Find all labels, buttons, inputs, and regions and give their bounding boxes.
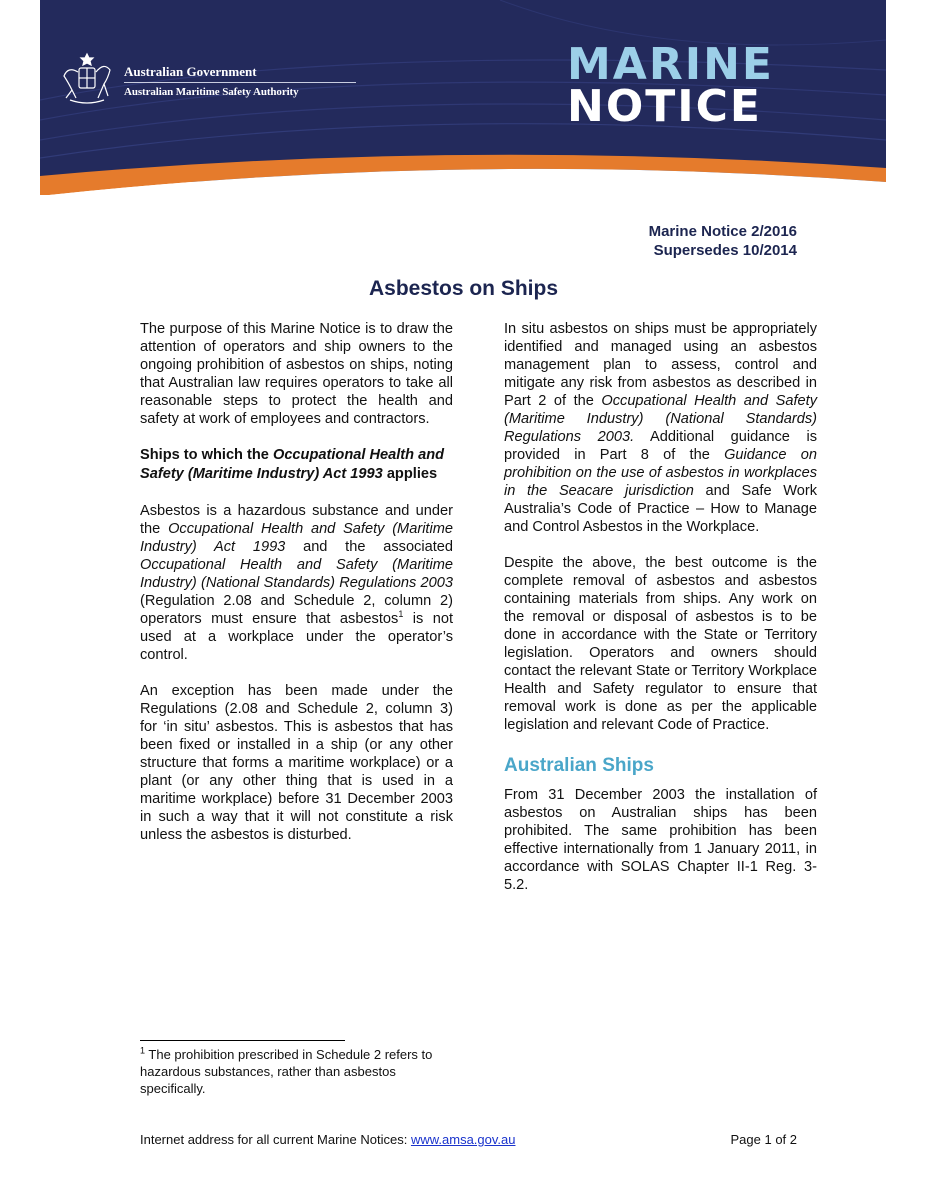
exception-paragraph: An exception has been made under the Regulations (2.08 and Schedule 2, column 3) for ‘in situ’ asbestos. This is asbestos that has been fixed or installed in a ship (or any other structure that forms a maritime workplace) or a plant (or any other thing that is used in a maritime workplace) before 31 December 2003 in such a way that it will not constitute a risk unless the asbestos is disturbed. [140, 683, 453, 843]
marine-notice-wordmark [567, 39, 812, 132]
wordmark-notice: NOTICE [567, 81, 762, 132]
footnote-ref: 1 [398, 609, 404, 620]
left-column [140, 320, 453, 862]
crest-logo [52, 50, 372, 110]
government-label: Australian Government [124, 64, 257, 79]
coat-of-arms-icon [52, 50, 122, 110]
section-heading-australian-ships: Australian Ships [504, 755, 654, 776]
australian-ships-paragraph: From 31 December 2003 the installation of asbestos on Australian ships has been prohibited. The same prohibition has been effective internationally from 1 January 2011, in accordance with SOLAS Chapter II-1 Reg. 3-5.2. [504, 787, 817, 893]
in-situ-paragraph: In situ asbestos on ships must be appropriately identified and managed using an asbestos management plan to assess, control and mitigate any risk from asbestos as described in Part 2 of the Occupational Health and Safety (Maritime Industry) (National Standards) Regulations 2003. Additional guidance is provided in Part 8 of the Guidance on prohibition on the use of asbestos in workplaces in the Seacare jurisdiction and Safe Work Australia’s Code of Practice – How to Manage and Control Asbestos in the Workplace. [504, 321, 818, 535]
amsa-website-link[interactable]: www.amsa.gov.au [410, 1132, 516, 1147]
page-title: Asbestos on Ships [368, 277, 559, 300]
purpose-paragraph: The purpose of this Marine Notice is to draw the attention of operators and ship owners to the ongoing prohibition of asbestos on ships, noting that Australian law requires operators to take all reasonable steps to protect the health and safety at work of employees and contractors. [140, 321, 453, 427]
footnote-divider [140, 1040, 345, 1041]
footnote-text: The prohibition prescribed in Schedule 2 refers to hazardous substances, rather than asbestos specifically. [140, 1047, 433, 1096]
notice-supersedes: Supersedes 10/2014 [653, 242, 797, 259]
page-number: Page 1 of 2 [730, 1132, 797, 1147]
notice-reference [649, 222, 797, 260]
authority-label: Australian Maritime Safety Authority [124, 86, 299, 98]
removal-paragraph: Despite the above, the best outcome is the complete removal of asbestos and asbestos containing materials from ships. Any work on the removal or disposal of asbestos is to be done in accordance with the State or Territory legislation. Operators and owners should contact the relevant State or Territory Workplace Health and Safety regulator to ensure that removal work is done as per the applicable legislation and relevant Code of Practice. [504, 555, 817, 733]
page-footer [140, 1132, 797, 1147]
hazardous-substance-paragraph: Asbestos is a hazardous substance and under the Occupational Health and Safety (Maritime Industry) Act 1993 and the associated Occupational Health and Safety (Maritime Industry) (National Standards) Regulations 2003 (Regulation 2.08 and Schedule 2, column 2) operators must ensure that asbestos$^1$ is not used at a workplace under the operator’s control. [140, 503, 454, 663]
agency-divider [124, 82, 356, 83]
section-heading-ohs-act: Ships to which the Occupational Health and Safety (Maritime Industry) Act 1993 applies [140, 447, 445, 482]
right-column [504, 320, 817, 912]
notice-number: Marine Notice 2/2016 [648, 223, 797, 240]
footnote [140, 1046, 460, 1097]
footnote-marker: 1 [140, 1045, 146, 1056]
footer-label: Internet address for all current Marine Notices: [140, 1132, 411, 1147]
wordmark-marine: MARINE [567, 39, 774, 90]
